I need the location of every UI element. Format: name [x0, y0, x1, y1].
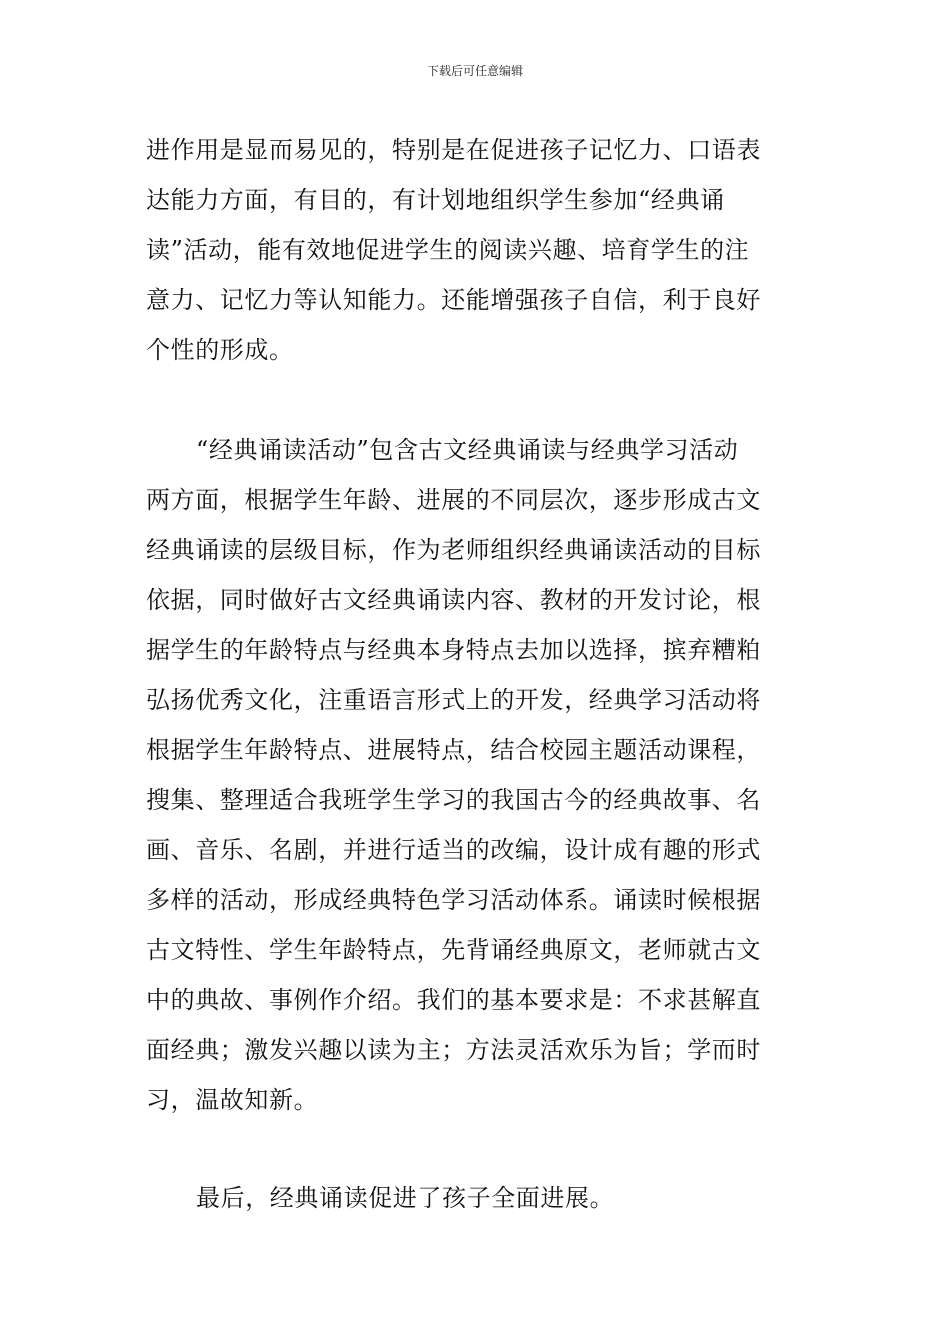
text-line: “经典诵读活动”包含古文经典诵读与经典学习活动: [196, 436, 739, 464]
text-line: 中的典故、事例作介绍。我们的基本要求是：不求甚解直: [146, 986, 761, 1014]
text-line: 根据学生年龄特点、进展特点，结合校园主题活动课程，: [146, 736, 761, 764]
text-line: 面经典；激发兴趣以读为主；方法灵活欢乐为旨；学而时: [146, 1036, 761, 1064]
text-line: 达能力方面，有目的，有计划地组织学生参加“经典诵: [146, 186, 725, 214]
text-line: 古文特性、学生年龄特点，先背诵经典原文，老师就古文: [146, 936, 761, 964]
text-line: 两方面，根据学生年龄、进展的不同层次，逐步形成古文: [146, 486, 761, 514]
text-line: 进作用是显而易见的，特别是在促进孩子记忆力、口语表: [146, 136, 761, 164]
text-line: 最后，经典诵读促进了孩子全面进展。: [196, 1184, 615, 1212]
text-line: 读”活动，能有效地促进学生的阅读兴趣、培育学生的注: [146, 236, 750, 264]
text-line: 搜集、整理适合我班学生学习的我国古今的经典故事、名: [146, 786, 761, 814]
text-line: 弘扬优秀文化，注重语言形式上的开发，经典学习活动将: [146, 686, 761, 714]
text-line: 据学生的年龄特点与经典本身特点去加以选择，摈弃糟粕: [146, 636, 761, 664]
text-line: 依据，同时做好古文经典诵读内容、教材的开发讨论，根: [146, 586, 761, 614]
text-line: 画、音乐、名剧，并进行适当的改编，设计成有趣的形式: [146, 836, 761, 864]
text-line: 意力、记忆力等认知能力。还能增强孩子自信，利于良好: [146, 286, 761, 314]
text-line: 多样的活动，形成经典特色学习活动体系。诵读时候根据: [146, 886, 761, 914]
text-line: 经典诵读的层级目标，作为老师组织经典诵读活动的目标: [146, 536, 761, 564]
text-line: 习，温故知新。: [146, 1086, 319, 1114]
text-line: 个性的形成。: [146, 336, 294, 364]
page-header: 下载后可任意编辑: [426, 64, 523, 78]
